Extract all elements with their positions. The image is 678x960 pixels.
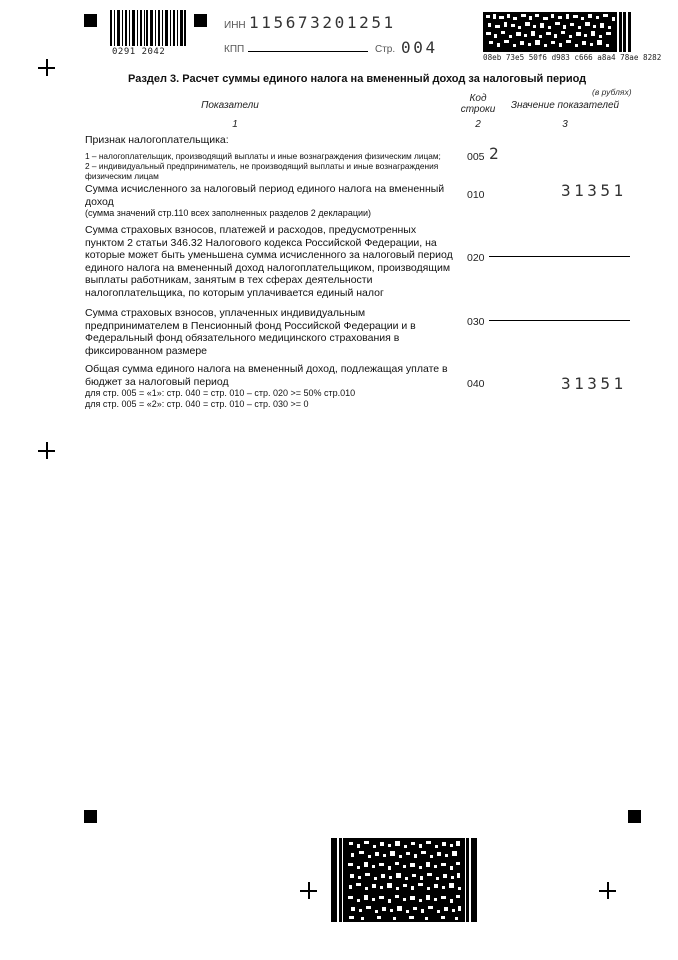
row-030-text: Сумма страховых взносов, уплаченных индивидуальным предпринимателем в Пенсионный фонд Российской Федерации и в Федеральный фонд обязательного медицинского страхования в фиксированном размере	[85, 307, 416, 357]
row-010-text	[85, 183, 457, 219]
code-header-line1: Код	[469, 93, 487, 104]
row-005-code: 005	[467, 151, 485, 163]
column-number-3: 3	[562, 119, 568, 130]
row-020-code: 020	[467, 252, 485, 264]
row-010-title: Сумма исчисленного за налоговый период единого налога на вмененный доход	[85, 183, 445, 208]
section-title: Раздел 3. Расчет суммы единого налога на вмененный доход за налоговый период	[128, 73, 587, 85]
row-010-code: 010	[467, 189, 485, 201]
row-030-code: 030	[467, 316, 485, 328]
row-010-value[interactable]: 31351	[561, 181, 627, 200]
registration-cross	[38, 442, 55, 459]
unit-note: (в рублях)	[592, 87, 632, 97]
row-005-text	[85, 134, 457, 181]
row-040-code: 040	[467, 378, 485, 390]
row-040-value[interactable]: 31351	[561, 374, 627, 393]
column-number-1: 1	[232, 119, 238, 130]
barcode-number: 0291 2042	[112, 47, 166, 57]
row-040-text	[85, 363, 457, 409]
barcode-hex-text: 08eb 73e5 50f6 d983 c666 a8a4 78ae 8282	[483, 53, 662, 62]
row-040-title: Общая сумма единого налога на вмененный доход, подлежащая уплате в бюджет за налоговый период	[85, 363, 448, 388]
row-005-value[interactable]: 2	[489, 144, 503, 163]
column-header-value: Значение показателей	[510, 100, 620, 111]
kpp-label: КПП	[224, 44, 245, 55]
row-005-title: Признак налогоплательщика:	[85, 134, 229, 146]
registration-square-top-mid	[194, 14, 207, 27]
registration-cross	[38, 59, 55, 76]
registration-cross	[599, 882, 616, 899]
inn-value: 115673201251	[249, 13, 396, 32]
2d-barcode-top	[483, 12, 631, 52]
column-header-code	[458, 93, 498, 115]
row-040-note-2: для стр. 005 = «2»: стр. 040 = стр. 010 – стр. 030 >= 0	[85, 398, 309, 409]
row-040-note-1: для стр. 005 = «1»: стр. 040 = стр. 010 – стр. 020 >= 50% стр.010	[85, 388, 356, 398]
registration-square-bottom-right	[628, 810, 641, 823]
column-header-indicators: Показатели	[201, 100, 259, 111]
2d-barcode-bottom	[331, 838, 477, 922]
kpp-empty-line	[248, 51, 368, 52]
row-020-value-empty[interactable]	[489, 256, 630, 257]
linear-barcode	[110, 10, 186, 46]
row-005-note-1: 1 – налогоплательщик, производящий выплаты и иные вознаграждения физическим лицам;	[85, 150, 441, 161]
column-number-2: 2	[475, 119, 481, 130]
registration-square-top-left	[84, 14, 97, 27]
code-header-line2: строки	[460, 104, 496, 115]
page-label: Стр.	[375, 44, 396, 55]
row-020-text: Сумма страховых взносов, платежей и расходов, предусмотренных пунктом 2 статьи 346.32 Налогового кодекса Российской Федерации, на которые может быть уменьшена сумма исчисленного за налоговый период единого налога на вмененный доход налогоплательщиком, производящим выплаты работникам, занятым в тех сферах деятельности налогоплательщика, по которым уплачивается единый налог	[85, 224, 453, 299]
row-005-note-2: 2 – индивидуальный предприниматель, не производящий выплаты и иные вознаграждения физическим лицам	[85, 160, 439, 181]
registration-square-bottom-left	[84, 810, 97, 823]
page-number: 004	[401, 38, 438, 57]
row-010-note: (сумма значений стр.110 всех заполненных разделов 2 декларации)	[85, 208, 372, 218]
registration-cross	[300, 882, 317, 899]
row-030-value-empty[interactable]	[489, 320, 630, 321]
inn-label: ИНН	[224, 20, 246, 31]
